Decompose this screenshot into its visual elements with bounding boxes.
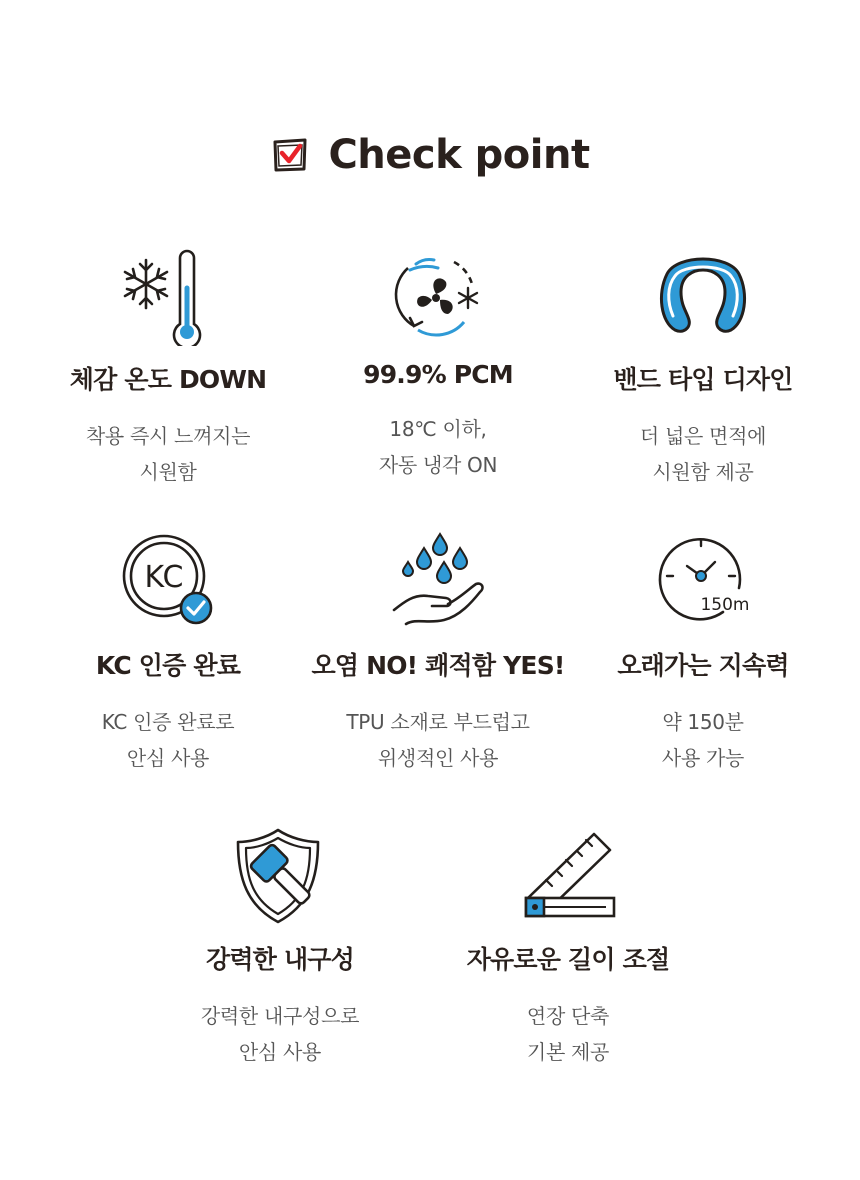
feature-title: 체감 온도 DOWN: [69, 365, 267, 394]
feature-desc-line: KC 인증 완료로: [101, 710, 235, 734]
shield-hammer-icon: [230, 826, 330, 926]
feature-desc-line: 사용 가능: [661, 746, 745, 770]
feature-desc-line: 약 150분: [662, 710, 744, 734]
feature-desc: [418, 998, 718, 1070]
feature-title: 밴드 타입 디자인: [613, 365, 793, 394]
feature-desc-line: 시원함 제공: [652, 460, 754, 484]
neck-band-icon: [653, 246, 753, 346]
feature-desc: [288, 411, 588, 483]
feature-desc: [553, 418, 853, 490]
feature-desc: [130, 998, 430, 1070]
kc-certified-icon: [118, 532, 218, 632]
feature-desc: [18, 418, 318, 490]
thermometer-snowflake-icon: [118, 246, 218, 346]
feature-title: 강력한 내구성: [205, 945, 354, 974]
feature-desc-line: 안심 사용: [126, 746, 210, 770]
kc-mark-text: KC: [144, 560, 184, 595]
page-title: Check point: [328, 132, 590, 178]
feature-title: 자유로운 길이 조절: [466, 945, 670, 974]
feature-title: 오래가는 지속력: [617, 651, 789, 680]
feature-pcm: [288, 246, 588, 483]
feature-desc-line: 착용 즉시 느껴지는: [85, 424, 251, 448]
feature-desc-line: 연장 단축: [526, 1004, 610, 1028]
feature-length-adjust: [418, 826, 718, 1070]
feature-kc-certified: [18, 532, 318, 776]
feature-title: 오염 NO! 쾌적함 YES!: [311, 651, 565, 680]
feature-title: 99.9% PCM: [363, 360, 513, 389]
feature-long-lasting: [553, 532, 853, 776]
feature-desc: [288, 704, 588, 776]
feature-desc-line: 안심 사용: [238, 1040, 322, 1064]
feature-band-design: [553, 246, 853, 490]
feature-cooling-temp: [18, 246, 318, 490]
feature-desc-line: 자동 냉각 ON: [378, 453, 498, 477]
feature-desc: [18, 704, 318, 776]
hand-water-drops-icon: [388, 532, 488, 632]
timer-icon: [653, 532, 753, 632]
page-header: [0, 132, 860, 178]
timer-label: 150m: [700, 595, 750, 615]
checkbox-checked-icon: [270, 135, 310, 175]
feature-desc-line: 더 넓은 면적에: [639, 424, 767, 448]
feature-desc: [553, 704, 853, 776]
feature-desc-line: 기본 제공: [526, 1040, 610, 1064]
feature-durability: [130, 826, 430, 1070]
fan-cooling-icon: [388, 246, 488, 346]
adjustable-ruler-icon: [518, 826, 618, 926]
feature-desc-line: 위생적인 사용: [377, 746, 499, 770]
feature-desc-line: TPU 소재로 부드럽고: [346, 710, 530, 734]
feature-desc-line: 시원함: [139, 460, 197, 484]
feature-desc-line: 18℃ 이하,: [389, 417, 487, 441]
feature-title: KC 인증 완료: [95, 651, 241, 680]
feature-desc-line: 강력한 내구성으로: [200, 1004, 360, 1028]
feature-hygienic: [288, 532, 588, 776]
